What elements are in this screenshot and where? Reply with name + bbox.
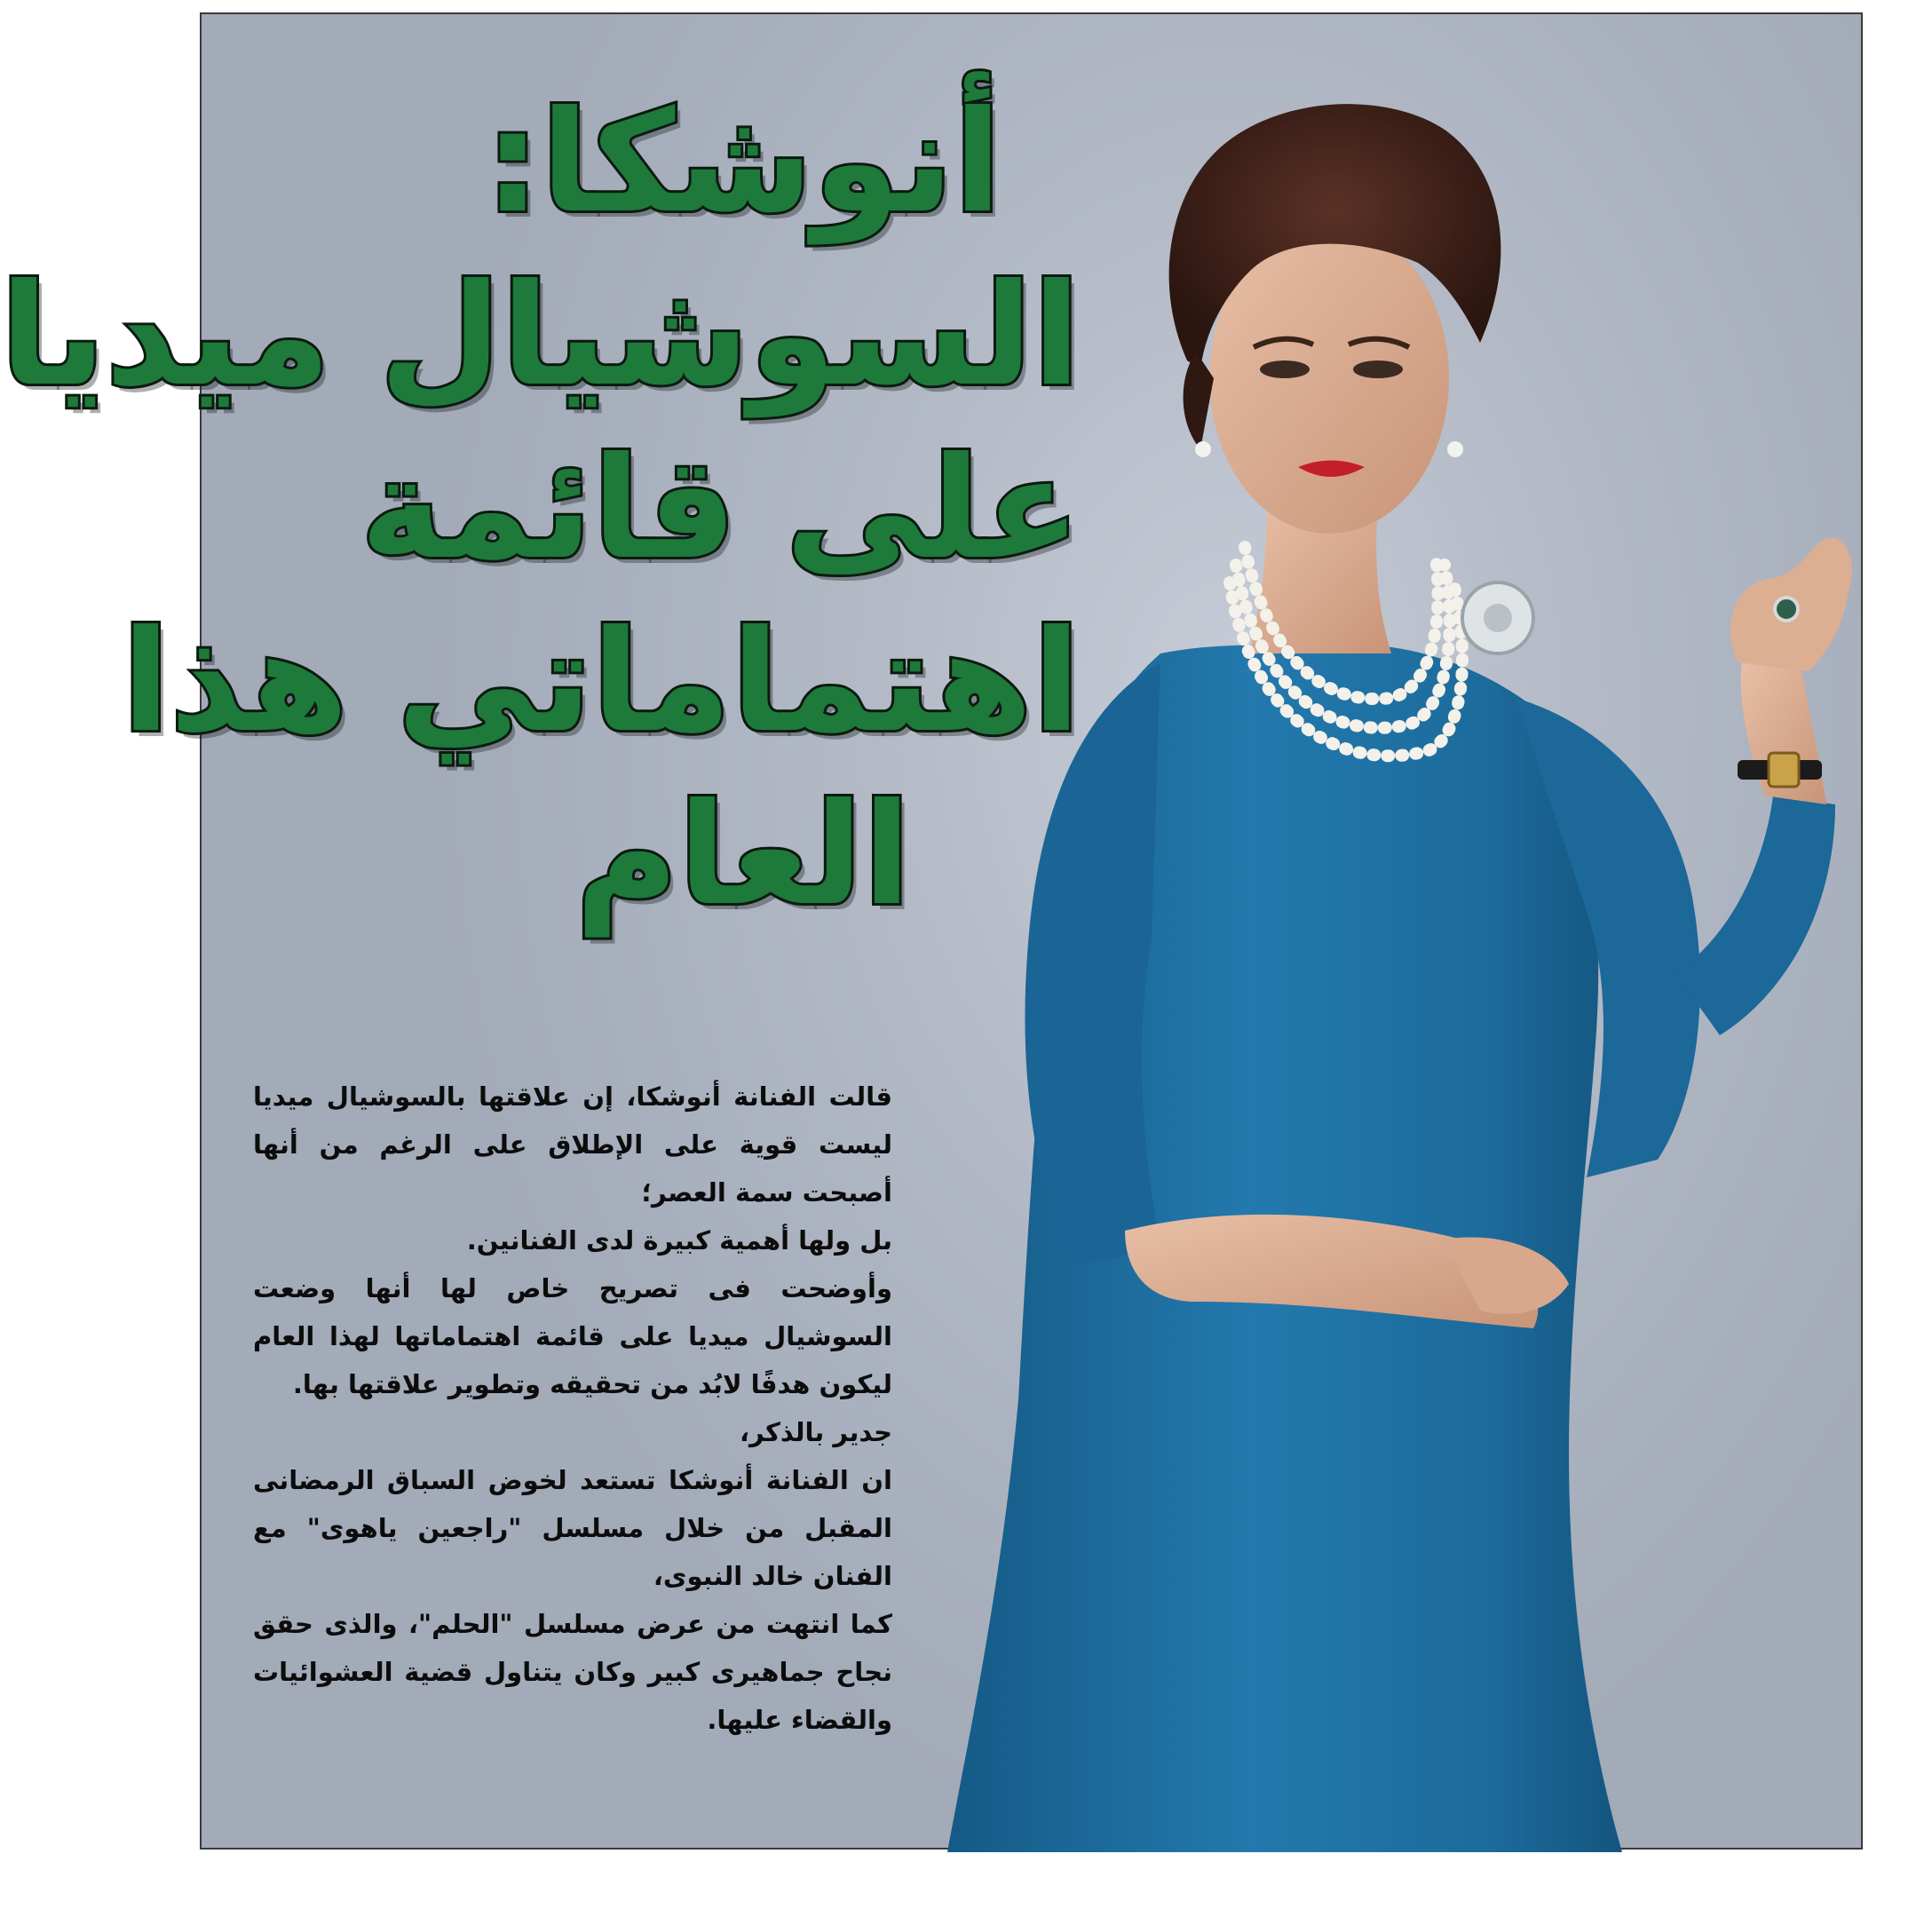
headline-line-4: اهتماماتي هذا xyxy=(122,600,1081,764)
paragraph: ان الفنانة أنوشكا تستعد لخوض السباق الرمضانى المقبل من خلال مسلسل "راجعين ياهوى" مع الفنان خالد النبوى، xyxy=(253,1465,892,1591)
right-eye xyxy=(1353,360,1403,378)
paragraph: بل ولها أهمية كبيرة لدى الفنانين. xyxy=(466,1225,892,1256)
article-body xyxy=(253,1073,892,1744)
left-earring xyxy=(1195,441,1211,457)
paragraph: قالت الفنانة أنوشكا، إن علاقتها بالسوشيال ميديا ليست قوية على الإطلاق على الرغم من أنها أصبحت سمة العصر؛ xyxy=(253,1081,892,1208)
headline-line-5: العام xyxy=(575,773,911,937)
ring xyxy=(1775,598,1798,621)
headline-line-1: أنوشكا: xyxy=(484,81,1002,244)
paragraph: وأوضحت فى تصريح خاص لها أنها وضعت السوشيال ميديا على قائمة اهتماماتها لهذا العام ليكون هدفًا لابُد من تحقيقه وتطوير علاقتها بها. xyxy=(253,1273,892,1399)
forearm-sleeve-shape xyxy=(1675,796,1835,1035)
paragraph: جدير بالذكر، xyxy=(739,1417,892,1447)
right-earring xyxy=(1447,441,1463,457)
left-eye xyxy=(1260,360,1310,378)
headline-line-2: السوشيال ميديا xyxy=(0,254,1081,417)
paragraph: كما انتهت من عرض مسلسل "الحلم"، والذى حقق نجاح جماهيرى كبير وكان يتناول قضية العشوائيات والقضاء عليها. xyxy=(253,1609,892,1735)
headline xyxy=(0,76,1081,942)
watch-face xyxy=(1769,753,1799,787)
brooch-center xyxy=(1484,604,1512,632)
article-page xyxy=(0,12,1863,1850)
hair-side-shape xyxy=(1184,352,1214,449)
headline-line-3: على قائمة xyxy=(360,427,1081,590)
